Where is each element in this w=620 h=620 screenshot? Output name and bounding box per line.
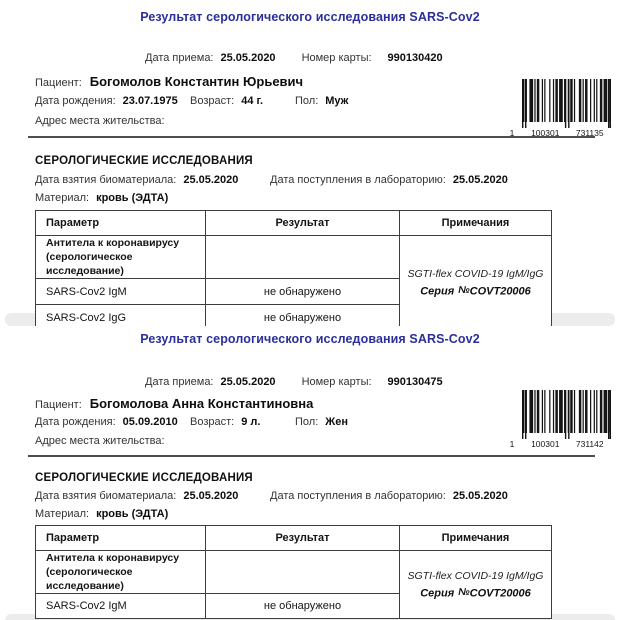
sex-value: Жен — [325, 416, 348, 428]
age-value: 9 л. — [241, 416, 261, 428]
address-label: Адрес места жительства: — [35, 435, 165, 447]
age — [190, 94, 295, 109]
header-divider-rule — [28, 455, 595, 457]
column-header-parameter: Параметр — [36, 526, 206, 551]
svg-text:100301: 100301 — [531, 128, 560, 138]
material-row — [35, 191, 620, 206]
numero-sign: № — [458, 586, 470, 598]
svg-text:731135: 731135 — [575, 128, 604, 138]
notes-cell — [400, 236, 552, 331]
result-cell: не обнаружено — [206, 305, 400, 331]
received-date-label: Дата поступления в лабораторию: — [270, 174, 446, 186]
parameter-cell: SARS-Cov2 IgM — [36, 279, 206, 305]
parameter-cell: Антитела к коронавирусу (серологическое исследование) — [36, 551, 206, 594]
result-cell: не обнаружено — [206, 594, 400, 619]
lab-report-2 — [0, 326, 620, 614]
received-date-value: 25.05.2020 — [452, 174, 508, 186]
birth-date — [35, 415, 190, 430]
patient-label: Пациент: — [35, 399, 82, 411]
parameter-cell: SARS-Cov2 IgG — [36, 305, 206, 331]
barcode-svg — [502, 79, 614, 137]
card-number-label: Номер карты: — [301, 52, 372, 64]
series-number: Серия №COVT20006 — [420, 586, 531, 600]
age-label: Возраст: — [190, 95, 235, 107]
table-header-row — [36, 526, 552, 551]
report-title: Результат серологического исследования SARS-Cov2 — [140, 332, 480, 346]
svg-text:1: 1 — [509, 439, 515, 449]
sample-date — [35, 489, 270, 504]
numero-sign: № — [458, 285, 470, 297]
sex-value: Муж — [325, 95, 349, 107]
results-table — [35, 525, 552, 619]
received-date-value: 25.05.2020 — [452, 490, 508, 502]
column-header-notes: Примечания — [400, 211, 552, 236]
parameter-cell: Антитела к коронавирусу (серологическое исследование) — [36, 236, 206, 279]
admission-row — [145, 375, 620, 390]
card-number-value: 990130420 — [387, 52, 443, 64]
card-number-label: Номер карты: — [301, 376, 372, 388]
material-value: кровь (ЭДТА) — [96, 508, 169, 520]
admission-date — [145, 52, 276, 64]
age — [190, 415, 295, 430]
series-number: Серия №COVT20006 — [420, 285, 531, 298]
results-table — [35, 210, 552, 331]
admission-date — [145, 376, 276, 388]
age-value: 44 г. — [241, 95, 264, 107]
report-title: Результат серологического исследования SARS-Cov2 — [140, 10, 480, 24]
patient-name: Богомолов Константин Юрьевич — [89, 74, 304, 89]
age-label: Возраст: — [190, 416, 235, 428]
barcode — [502, 79, 614, 137]
sample-date-label: Дата взятия биоматериала: — [35, 490, 177, 502]
serology-dates-row — [35, 173, 620, 188]
barcode-svg — [502, 390, 614, 448]
sex — [295, 416, 348, 428]
svg-text:731142: 731142 — [575, 439, 604, 449]
admission-date-value: 25.05.2020 — [220, 52, 276, 64]
svg-text:1: 1 — [509, 128, 515, 138]
admission-date-label: Дата приема: — [145, 52, 214, 64]
table-header-row — [36, 211, 552, 236]
parameter-cell: SARS-Cov2 IgM — [36, 594, 206, 619]
birth-date-label: Дата рождения: — [35, 416, 116, 428]
barcode — [502, 390, 614, 448]
column-header-notes: Примечания — [400, 526, 552, 551]
birth-date — [35, 94, 190, 109]
sample-date-value: 25.05.2020 — [183, 174, 239, 186]
card-number — [302, 52, 443, 64]
svg-text:100301: 100301 — [531, 439, 560, 449]
result-cell — [206, 236, 400, 279]
notes-cell — [400, 551, 552, 619]
admission-row — [145, 51, 620, 66]
serology-section-heading: СЕРОЛОГИЧЕСКИЕ ИССЛЕДОВАНИЯ — [35, 155, 253, 167]
result-cell — [206, 551, 400, 594]
column-header-parameter: Параметр — [36, 211, 206, 236]
received-date-label: Дата поступления в лабораторию: — [270, 490, 446, 502]
card-number-value: 990130475 — [387, 376, 443, 388]
serology-section-heading: СЕРОЛОГИЧЕСКИЕ ИССЛЕДОВАНИЯ — [35, 472, 253, 484]
patient-label: Пациент: — [35, 77, 82, 89]
material-value: кровь (ЭДТА) — [96, 192, 169, 204]
address-label: Адрес места жительства: — [35, 115, 165, 127]
card-number — [302, 376, 443, 388]
material-label: Материал: — [35, 508, 90, 520]
column-header-result: Результат — [206, 211, 400, 236]
sex — [295, 95, 348, 107]
serology-dates-row — [35, 489, 620, 504]
table-row — [36, 236, 552, 279]
patient-name: Богомолова Анна Константиновна — [89, 396, 314, 411]
material-label: Материал: — [35, 192, 90, 204]
sample-date-value: 25.05.2020 — [183, 490, 239, 502]
sex-label: Пол: — [295, 95, 319, 107]
birth-date-label: Дата рождения: — [35, 95, 116, 107]
sample-date-label: Дата взятия биоматериала: — [35, 174, 177, 186]
sample-date — [35, 173, 270, 188]
received-date — [270, 174, 508, 186]
birth-date-value: 23.07.1975 — [122, 95, 178, 107]
birth-date-value: 05.09.2010 — [122, 416, 178, 428]
kit-name: SGTI-flex COVID-19 IgM/IgG — [407, 569, 544, 582]
kit-name: SGTI-flex COVID-19 IgM/IgG — [407, 268, 544, 281]
admission-date-value: 25.05.2020 — [220, 376, 276, 388]
result-cell: не обнаружено — [206, 279, 400, 305]
material-row — [35, 507, 620, 522]
received-date — [270, 490, 508, 502]
sex-label: Пол: — [295, 416, 319, 428]
column-header-result: Результат — [206, 526, 400, 551]
table-row — [36, 551, 552, 594]
admission-date-label: Дата приема: — [145, 376, 214, 388]
